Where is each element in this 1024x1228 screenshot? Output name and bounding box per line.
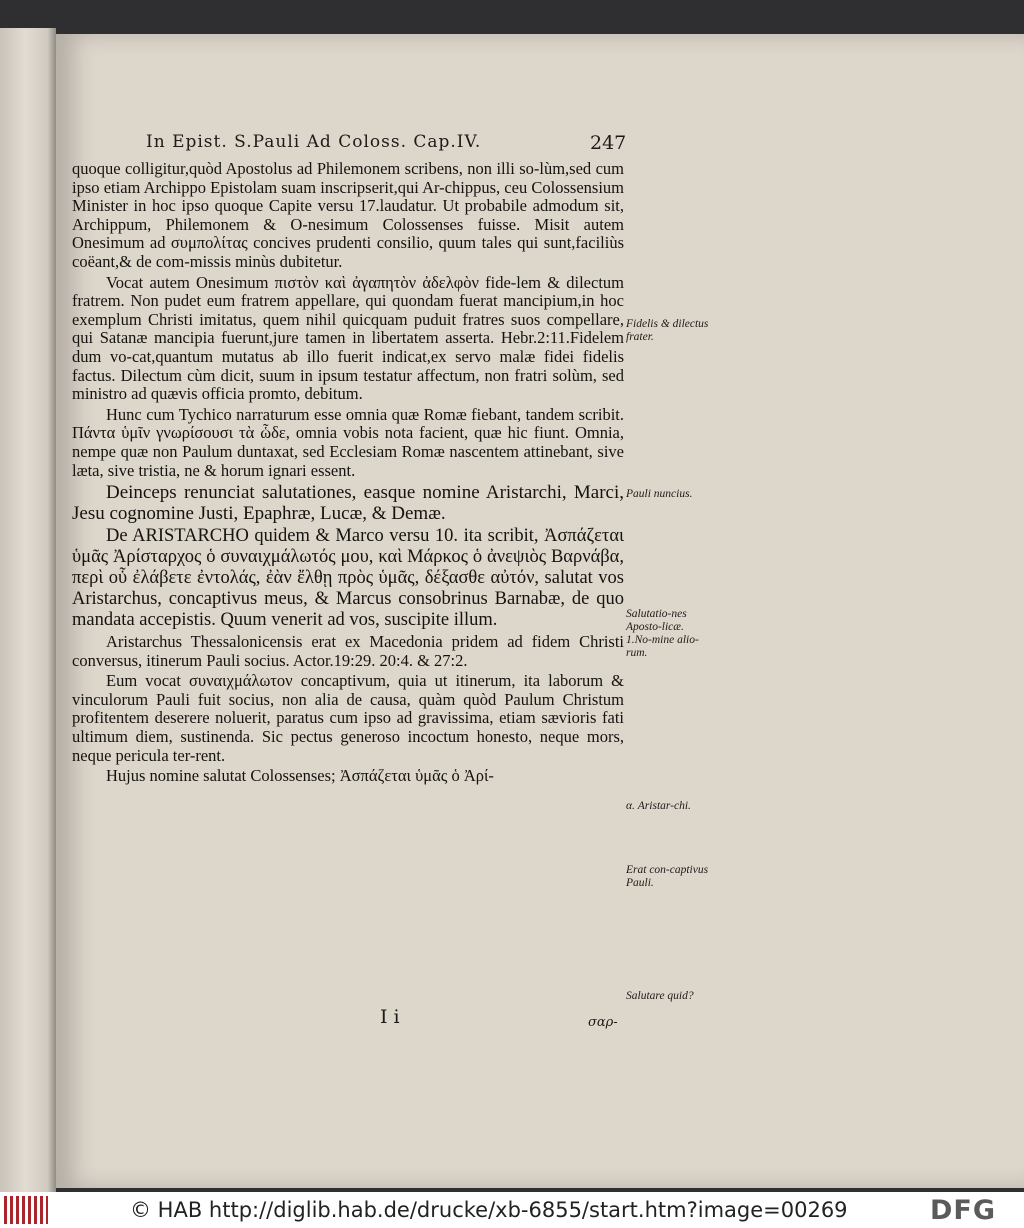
- paragraph: De ARISTARCHO quidem & Marco versu 10. ita scribit, Ἀσπάζεται ὑμᾶς Ἀρίσταρχος ὁ συναιχμάλωτός μου, καὶ Μάρκος ὁ ἀνεψιὸς Βαρνάβα, περὶ οὗ ἐλάβετε ἐντολάς, ἐὰν ἔλθῃ πρὸς ὑμᾶς, δέξασθε αὐτόν, salutat vos Aristarchus, concaptivus meus, & Marcus consobrinus Barnabæ, de quo mandata accepistis. Quum venerit ad vos, suscipite illum.: [72, 526, 624, 631]
- footer-bar: [0, 1192, 1024, 1228]
- margin-notes: [626, 0, 716, 1228]
- facing-page-edge: [0, 28, 56, 1192]
- body-text: [72, 160, 624, 1000]
- signature-mark: I i: [380, 1006, 400, 1028]
- footer-citation: © HAB http://diglib.hab.de/drucke/xb-6855/start.htm?image=00269: [130, 1198, 848, 1222]
- paragraph: Eum vocat συναιχμάλωτον concaptivum, quia ut itinerum, ita laborum & vinculorum Pauli fuit socius, non alia de causa, quàm quòd Paulum Christum profitentem deserere noluerit, paratus cum ipso ad gravissima, etiam sævioris fati ultimum diem, sustinenda. Sic pectus generoso incoctum honesto, neque mors, neque pericula ter-rent.: [72, 671, 624, 765]
- running-head: In Epist. S.Pauli Ad Coloss. Cap.IV.: [146, 132, 482, 152]
- page-number: 247: [590, 132, 627, 154]
- margin-note: α. Aristar-chi.: [626, 800, 691, 812]
- paragraph: Hujus nomine salutat Colossenses; Ἀσπάζεται ὑμᾶς ὁ Ἀρί-: [106, 766, 494, 786]
- paragraph: Vocat autem Onesimum πιστὸν καὶ ἀγαπητὸν ἀδελφὸν fide-lem & dilectum fratrem. Non pudet eum fratrem appellare, qui quondam fuerat mancipium,in hoc exemplum Christi imitatus, quem nihil quicquam puduit fratres suos compellare, qui Satanæ mancipia fuerunt,jure tamen in libertatem asserta. Hebr.2:11.Fidelem dum vo-cat,quantum mutatus ab illo fuerit indicat,ex servo malæ fidei fidelis factus. Dilectum cùm dicit, suum in ipsum testatur affectum, non fratri solùm, sed ministro ad quævis officia promto, debitum.: [72, 272, 624, 404]
- margin-note: Salutatio-nes Aposto-licæ. 1.No-mine alio-rum.: [626, 608, 699, 659]
- margin-note: Pauli nuncius.: [626, 488, 693, 500]
- margin-note: Salutare quid?: [626, 990, 694, 1002]
- paragraph: Deinceps renunciat salutationes, easque nomine Aristarchi, Marci, Jesu cognomine Justi, Epaphræ, Lucæ, & Demæ.: [72, 482, 624, 525]
- catchword: σαρ-: [588, 1015, 618, 1030]
- paragraph: Aristarchus Thessalonicensis erat ex Macedonia pridem ad fidem Christi conversus, itinerum Pauli socius. Actor.19:29. 20:4. & 27:2.: [72, 632, 624, 670]
- paragraph: Hunc cum Tychico narraturum esse omnia quæ Romæ fiebant, tandem scribit. Πάντα ὑμῖν γνωρίσουσι τὰ ὧδε, omnia vobis nota facient, quæ hic fiunt. Omnia, nempe quæ non Paulum duntaxat, sed Ecclesiam Romæ nascentem attinebant, sive læta, sive tristia, ne & horum ignari essent.: [72, 404, 624, 480]
- dfg-logo: DFG: [930, 1195, 997, 1226]
- hab-logo-icon: [4, 1196, 48, 1224]
- margin-note: Fidelis & dilectus frater.: [626, 318, 709, 343]
- margin-note: Erat con-captivus Pauli.: [626, 864, 709, 889]
- paragraph: quoque colligitur,quòd Apostolus ad Philemonem scribens, non illi so-lùm,sed cum ipso etiam Archippo Epistolam suam inscripserit,qui Ar-chippus, ceu Colossensium Minister in hoc ipso quoque Capite versu 17.laudatur. Ut probabile admodum sit, Archippum, Philemonem & O-nesimum Colossenses fuisse. Misit autem Onesimum ad συμπολίτας concives prudenti consilio, quum tales qui sunt,faciliùs coëant,& de com-missis minùs dubitetur.: [72, 160, 624, 271]
